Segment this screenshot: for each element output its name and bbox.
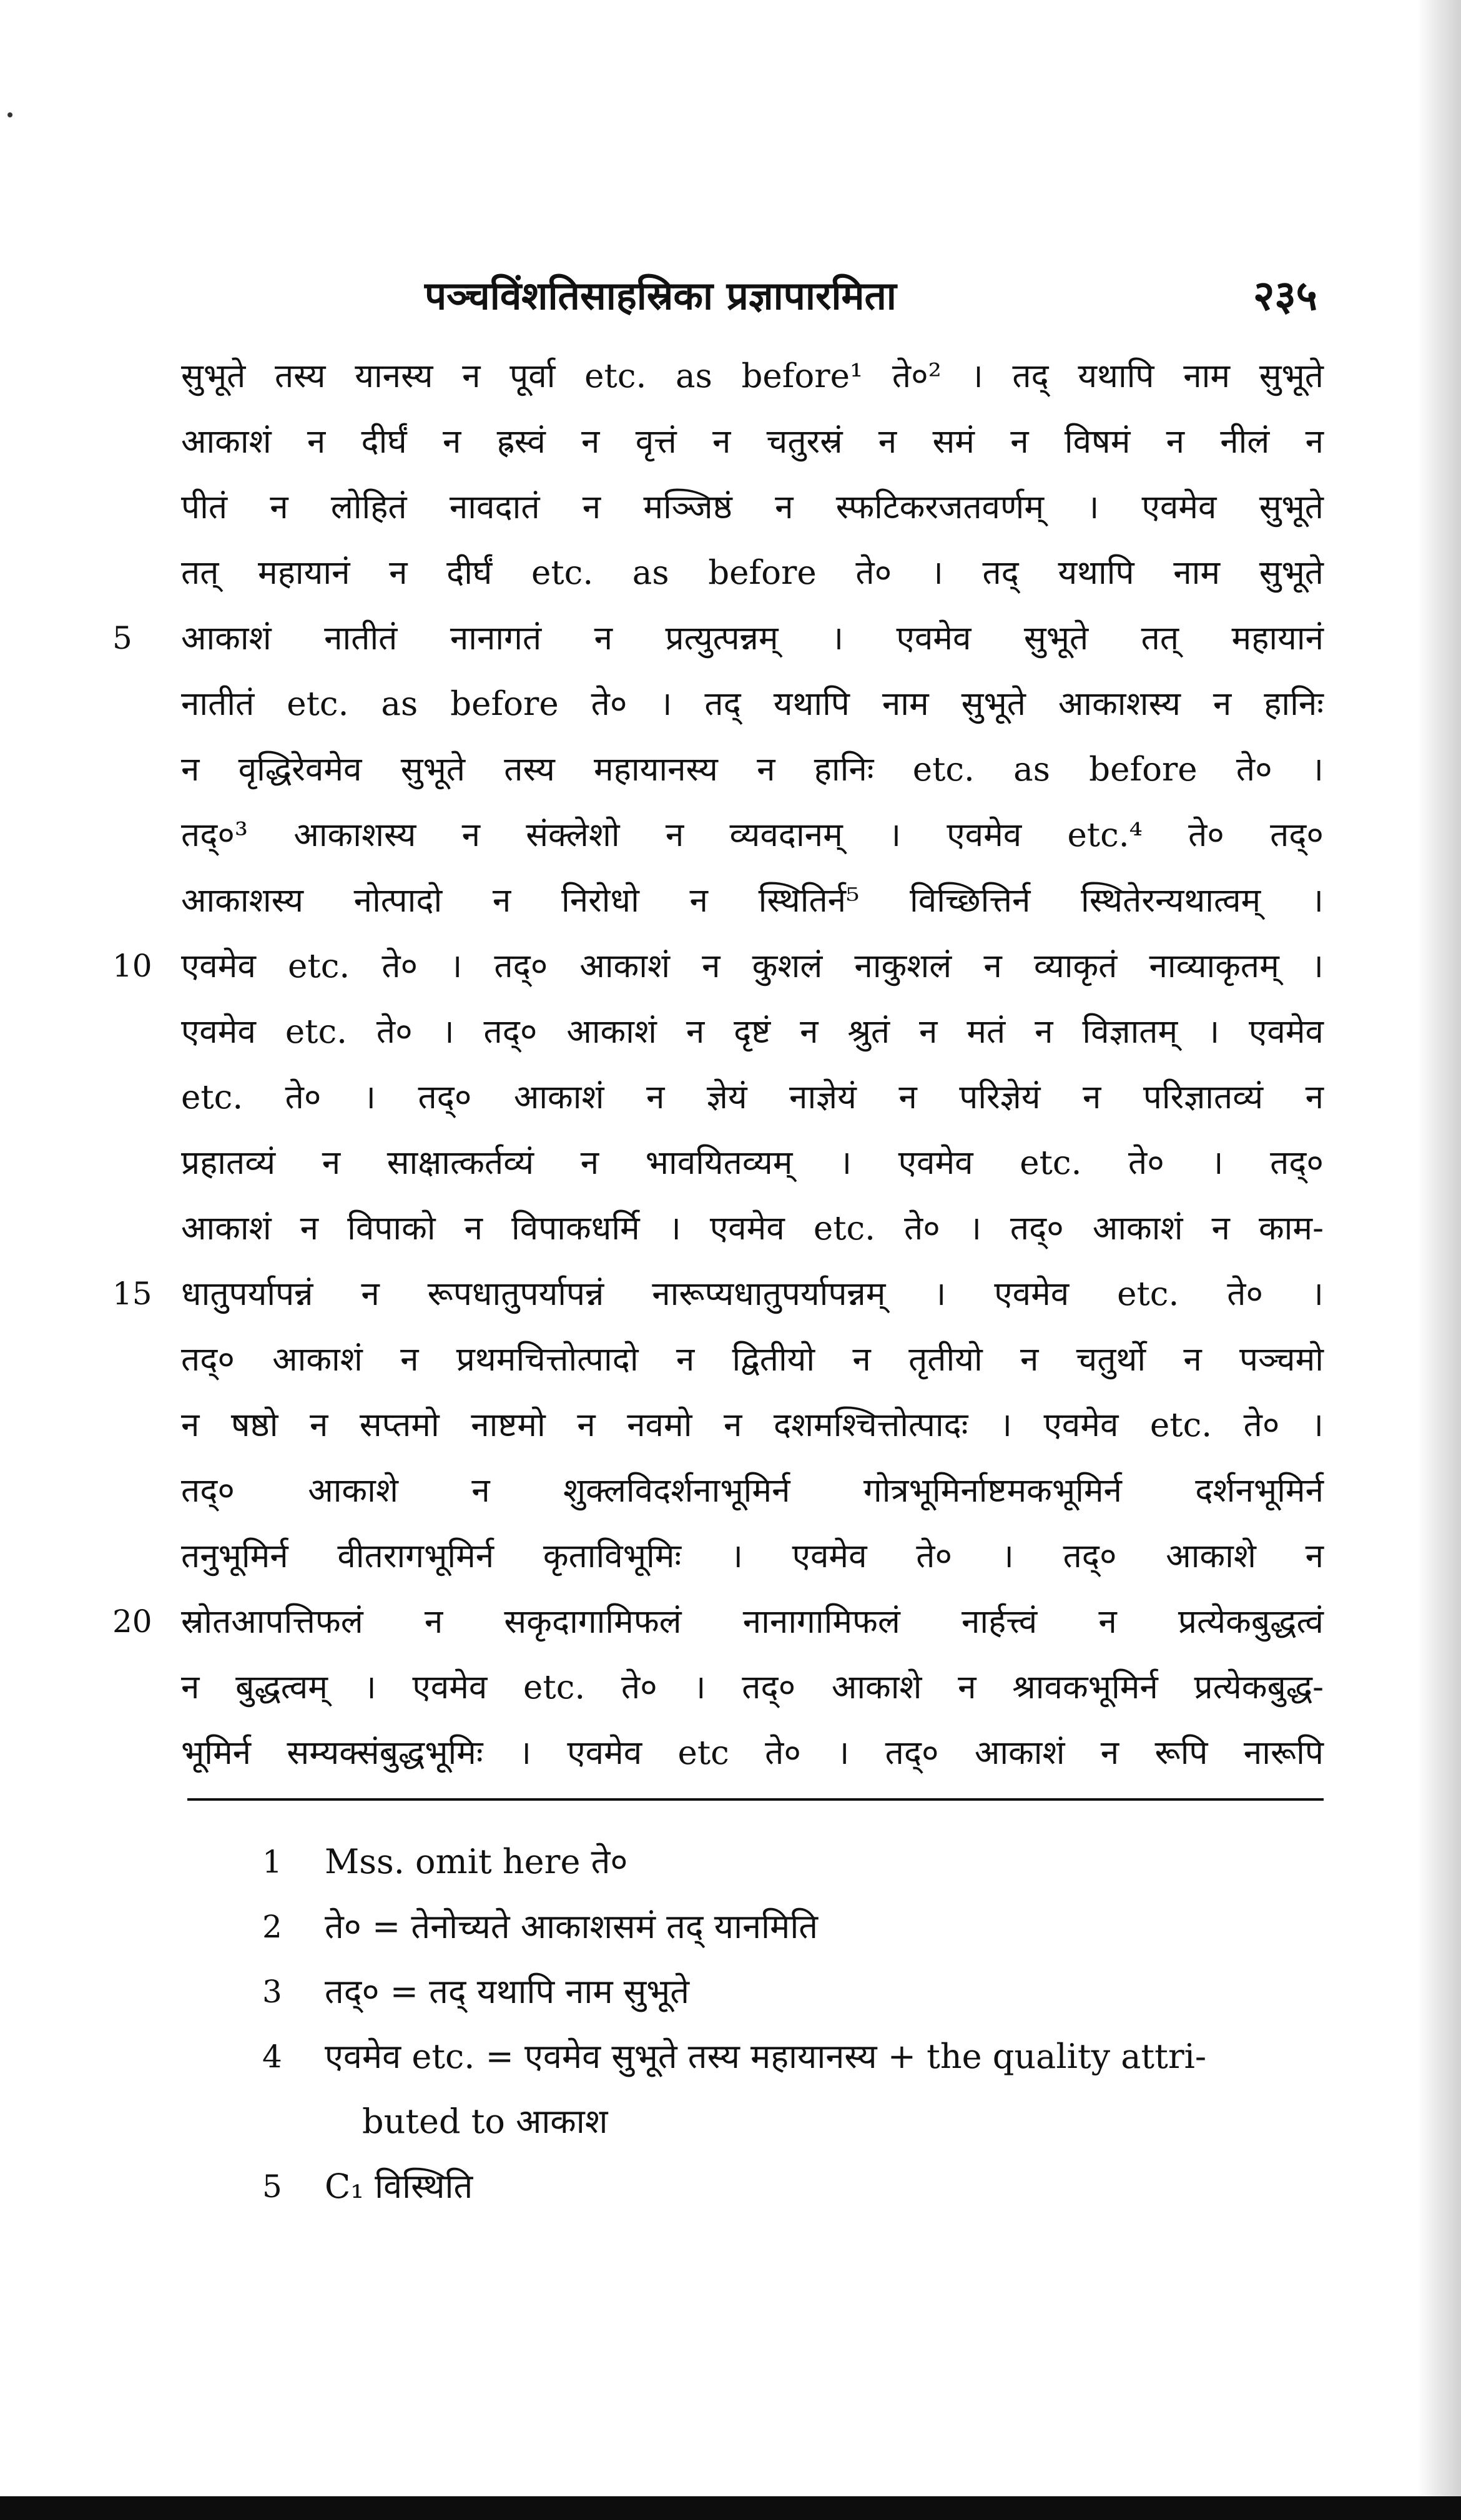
footnote-divider [187, 1798, 1324, 1801]
footnote-number: 1 [262, 1844, 282, 1880]
line-text: एवमेव etc. ते० । तद्० आकाशं न दृष्टं न श्रुतं न मतं न विज्ञातम् । एवमेव [181, 1013, 1324, 1051]
line-text: प्रहातव्यं न साक्षात्कर्तव्यं न भावयितव्यम् । एवमेव etc. ते० । तद्० [181, 1144, 1324, 1182]
line-number: 15 [112, 1276, 152, 1312]
line-text: सुभूते तस्य यानस्य न पूर्वा etc. as before¹ ते०² । तद् यथापि नाम सुभूते [181, 357, 1324, 395]
footnote-number: 3 [262, 1974, 282, 2010]
page-number: २३५ [1253, 271, 1317, 320]
line-text: न वृद्धिरेवमेव सुभूते तस्य महायानस्य न हानिः etc. as before ते० । [181, 751, 1324, 789]
footnote [262, 2154, 1324, 2219]
line-text: तद्० आकाशे न शुक्लविदर्शनाभूमिर्न गोत्रभूमिर्नाष्टमकभूमिर्न दर्शनभूमिर्न [181, 1472, 1324, 1510]
page-bottom-edge [0, 2496, 1461, 2520]
text-line [181, 671, 1324, 737]
text-line [181, 868, 1324, 933]
footnote [262, 1894, 1324, 1959]
running-title: पञ्चविंशतिसाहस्रिका प्रज्ञापारमिता [425, 273, 897, 318]
text-line [181, 802, 1324, 868]
footnote-number: 4 [262, 2039, 282, 2075]
footnote-text: C₁ विस्थिति [325, 2167, 473, 2206]
text-line [181, 540, 1324, 606]
text-line [181, 1196, 1324, 1261]
line-text: आकाशं न विपाको न विपाकधर्मि । एवमेव etc. ते० । तद्० आकाशं न काम- [181, 1209, 1324, 1248]
footnote [262, 1959, 1324, 2024]
line-text: आकाशं नातीतं नानागतं न प्रत्युत्पन्नम् । एवमेव सुभूते तत् महायानं [181, 619, 1324, 657]
line-text: पीतं न लोहितं नावदातं न मञ्जिष्ठं न स्फटिकरजतवर्णम् । एवमेव सुभूते [181, 488, 1324, 526]
footnote [262, 1829, 1324, 1894]
text-line [112, 606, 1324, 671]
text-line [112, 1589, 1324, 1655]
line-text: एवमेव etc. ते० । तद्० आकाशं न कुशलं नाकुशलं न व्याकृतं नाव्याकृतम् । [181, 947, 1324, 985]
text-line [181, 1655, 1324, 1720]
text-line [181, 409, 1324, 475]
text-line [112, 1261, 1324, 1327]
footnotes [262, 1829, 1324, 2219]
line-text: आकाशस्य नोत्पादो न निरोधो न स्थितिर्न⁵ विच्छित्तिर्न स्थितेरन्यथात्वम् । [181, 882, 1324, 920]
body-text [112, 343, 1324, 1786]
line-number: 5 [112, 620, 132, 656]
text-line [181, 737, 1324, 802]
text-line [181, 1130, 1324, 1196]
line-text: तनुभूमिर्न वीतरागभूमिर्न कृताविभूमिः । एवमेव ते० । तद्० आकाशे न [181, 1537, 1324, 1575]
text-line [181, 1523, 1324, 1589]
line-text: तत् महायानं न दीर्घं etc. as before ते० । तद् यथापि नाम सुभूते [181, 554, 1324, 592]
line-text: धातुपर्यापन्नं न रूपधातुपर्यापन्नं नारूप्यधातुपर्यापन्नम् । एवमेव etc. ते० । [181, 1275, 1324, 1313]
text-line [112, 933, 1324, 999]
line-text: आकाशं न दीर्घं न ह्रस्वं न वृत्तं न चतुरस्रं न समं न विषमं न नीलं न [181, 423, 1324, 461]
line-number: 10 [112, 948, 152, 984]
line-text: न बुद्धत्वम् । एवमेव etc. ते० । तद्० आकाशे न श्रावकभूमिर्न प्रत्येकबुद्ध- [181, 1668, 1324, 1706]
line-text: न षष्ठो न सप्तमो नाष्टमो न नवमो न दशमश्चित्तोत्पादः । एवमेव etc. ते० । [181, 1406, 1324, 1444]
text-line [181, 475, 1324, 540]
line-text: तद्०³ आकाशस्य न संक्लेशो न व्यवदानम् । एवमेव etc.⁴ ते० तद्० [181, 816, 1324, 854]
text-line [181, 1392, 1324, 1458]
line-text: स्रोतआपत्तिफलं न सकृदागामिफलं नानागामिफलं नार्हत्त्वं न प्रत्येकबुद्धत्वं [181, 1603, 1324, 1641]
text-line [181, 999, 1324, 1065]
footnote-text: तद्० = तद् यथापि नाम सुभूते [325, 1972, 690, 2011]
page-header [187, 262, 1317, 331]
line-number: 20 [112, 1603, 152, 1640]
line-text: भूमिर्न सम्यक्संबुद्धभूमिः । एवमेव etc ते० । तद्० आकाशं न रूपि नारूपि [181, 1734, 1324, 1772]
footnote-number: 5 [262, 2168, 282, 2205]
footnote-continuation: buted to आकाश [362, 2102, 608, 2141]
page-edge-shadow [1417, 0, 1461, 2520]
footnote [262, 2024, 1324, 2089]
text-line [181, 1065, 1324, 1130]
text-line [181, 1458, 1324, 1523]
ink-speck [7, 112, 12, 117]
text-line [181, 1720, 1324, 1786]
line-text: तद्० आकाशं न प्रथमचित्तोत्पादो न द्वितीयो न तृतीयो न चतुर्थो न पञ्चमो [181, 1341, 1324, 1379]
footnote-text: Mss. omit here ते० [325, 1842, 628, 1881]
text-line [181, 1327, 1324, 1392]
footnote-text: ते० = तेनोच्यते आकाशसमं तद् यानमिति [325, 1907, 819, 1946]
text-line [181, 343, 1324, 409]
footnote-number: 2 [262, 1909, 282, 1945]
line-text: etc. ते० । तद्० आकाशं न ज्ञेयं नाज्ञेयं न परिज्ञेयं न परिज्ञातव्यं न [181, 1078, 1324, 1116]
line-text: नातीतं etc. as before ते० । तद् यथापि नाम सुभूते आकाशस्य न हानिः [181, 685, 1324, 723]
footnote-text: एवमेव etc. = एवमेव सुभूते तस्य महायानस्य + the quality attri- [325, 2037, 1207, 2076]
